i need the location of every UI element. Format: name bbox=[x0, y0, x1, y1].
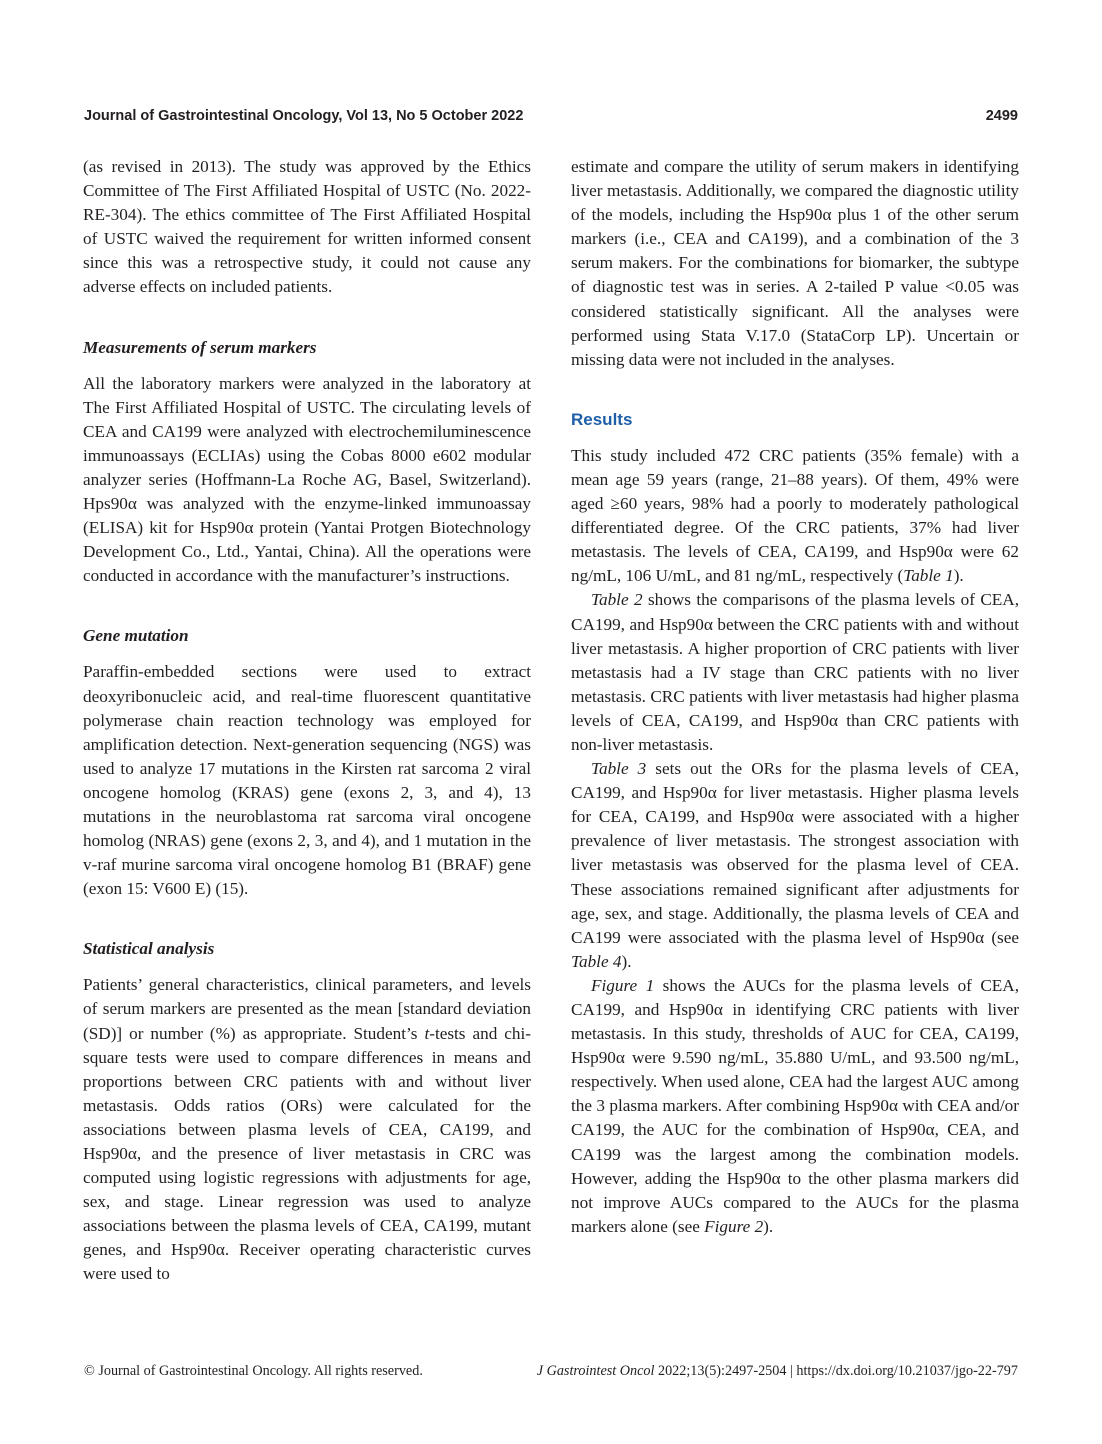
figure-1-reference[interactable]: Figure 1 bbox=[591, 975, 655, 995]
copyright-notice: © Journal of Gastrointestinal Oncology. All rights reserved. bbox=[84, 1363, 423, 1379]
page-number: 2499 bbox=[985, 108, 1018, 124]
paragraph-methods-continued: estimate and compare the utility of serum makers in identifying liver metastasis. Additionally, we compared the diagnostic utility of the models, including the Hsp90α plus 1 of the other serum markers (i.e., CEA and CA199), and a combination of the 3 serum makers. For the combinations for biomarker, the subtype of diagnostic test was in series. A 2-tailed P value <0.05 was considered statistically significant. All the analyses were performed using Stata V.17.0 (StataCorp LP). Uncertain or missing data were not included in the analyses. bbox=[571, 157, 1019, 369]
page-footer bbox=[84, 1363, 1018, 1383]
right-column bbox=[571, 155, 1019, 1239]
paragraph-results-4: Figure 1 shows the AUCs for the plasma levels of CEA, CA199, and Hsp90α in identifying CRC patients with liver metastasis. In this study, thresholds of AUC for CEA, CA199, Hsp90α were 9.590 ng/mL, 35.880 U/mL, and 93.500 ng/mL, respectively. When used alone, CEA had the largest AUC among the 3 plasma markers. After combining Hsp90α with CEA and/or CA199, the AUC for the combination of Hsp90α, CEA, and CA199 was the largest among the combination models. However, adding the Hsp90α to the other plasma markers did not improve AUCs compared to the AUCs for the plasma markers alone (see Figure 2). bbox=[571, 975, 1019, 1236]
running-header bbox=[84, 108, 1018, 130]
paragraph-serum-markers: All the laboratory markers were analyzed in the laboratory at The First Affiliated Hospital of USTC. The circulating levels of CEA and CA199 were analyzed with electrochemiluminescence immunoassays (ECLIAs) using the Cobas 8000 e602 modular analyzer series (Hoffmann-La Roche AG, Basel, Switzerland). Hps90α was analyzed with the enzyme-linked immunoassay (ELISA) kit for Hsp90α protein (Yantai Protgen Biotechnology Development Co., Ltd., Yantai, China). All the operations were conducted in accordance with the manufacturer’s instructions. bbox=[83, 373, 531, 586]
table-2-reference[interactable]: Table 2 bbox=[591, 590, 643, 610]
table-1-reference[interactable]: Table 1 bbox=[903, 566, 954, 586]
heading-serum-markers: Measurements of serum markers bbox=[83, 337, 317, 357]
heading-statistical-analysis: Statistical analysis bbox=[83, 939, 215, 959]
paragraph-results-1: This study included 472 CRC patients (35% female) with a mean age 59 years (range, 21–88 years). Of them, 49% were aged ≥60 years, 98% had a poorly to moderately pathological differentiated degree. Of the CRC patients, 37% had liver metastasis. The levels of CEA, CA199, and Hsp90α were 62 ng/mL, 106 U/mL, and 81 ng/mL, respectively (Table 1). bbox=[571, 445, 1019, 586]
paragraph-ethics: (as revised in 2013). The study was approved by the Ethics Committee of The First Affiliated Hospital of USTC (No. 2022-RE-304). The ethics committee of The First Affiliated Hospital of USTC waived the requirement for written informed consent since this was a retrospective study, it could not cause any adverse effects on included patients. bbox=[83, 157, 531, 297]
table-4-reference[interactable]: Table 4 bbox=[571, 951, 622, 971]
journal-title: Journal of Gastrointestinal Oncology, Vol 13, No 5 October 2022 bbox=[84, 108, 524, 124]
paragraph-statistical-analysis: Patients’ general characteristics, clinical parameters, and levels of serum markers are presented as the mean [standard deviation (SD)] or number (%) as appropriate. Student’s t-tests and chi-square tests were used to compare differences in means and proportions between CRC patients with and without liver metastasis. Odds ratios (ORs) were calculated for the associations between plasma levels of CEA, CA199, and Hsp90α, and the presence of liver metastasis in CRC was computed using logistic regressions with adjustments for age, sex, and stage. Linear regression was used to analyze associations between the plasma levels of CEA, CA199, mutant genes, and Hsp90α. Receiver operating characteristic curves were used to bbox=[83, 975, 531, 1284]
table-3-reference[interactable]: Table 3 bbox=[591, 759, 647, 779]
heading-gene-mutation: Gene mutation bbox=[83, 626, 189, 646]
heading-results: Results bbox=[571, 409, 633, 429]
paragraph-results-2: Table 2 shows the comparisons of the plasma levels of CEA, CA199, and Hsp90α between the CRC patients with and without liver metastasis. A higher proportion of CRC patients with liver metastasis had a IV stage than CRC patients with no liver metastasis. CRC patients with liver metastasis had higher plasma levels of CEA, CA199, and Hsp90α than CRC patients with non-liver metastasis. bbox=[571, 590, 1019, 754]
paragraph-gene-mutation: Paraffin-embedded sections were used to extract deoxyribonucleic acid, and real-time fluorescent quantitative polymerase chain reaction technology was employed for amplification detection. Next-generation sequencing (NGS) was used to analyze 17 mutations in the Kirsten rat sarcoma 2 viral oncogene homolog (KRAS) gene (exons 2, 3, and 4), 13 mutations in the neuroblastoma rat sarcoma viral oncogene homolog (NRAS) gene (exons 2, 3, and 4), and 1 mutation in the v-raf murine sarcoma viral oncogene homolog B1 (BRAF) gene (exon 15: V600 E) (15). bbox=[83, 662, 531, 899]
journal-abbrev: J Gastrointest Oncol bbox=[536, 1363, 655, 1379]
citation-line bbox=[537, 1363, 1018, 1380]
citation-doi[interactable]: 2022;13(5):2497-2504 | https://dx.doi.org/10.21037/jgo-22-797 bbox=[654, 1363, 1018, 1379]
figure-2-reference[interactable]: Figure 2 bbox=[704, 1216, 764, 1236]
left-column bbox=[83, 155, 531, 1287]
paragraph-results-3: Table 3 sets out the ORs for the plasma levels of CEA, CA199, and Hsp90α for liver metastasis. Higher plasma levels for CEA, CA199, and Hsp90α were associated with a higher prevalence of liver metastasis. The strongest association with liver metastasis was observed for the plasma level of CEA. These associations remained significant after adjustments for age, sex, and stage. Additionally, the plasma levels of CEA and CA199 were associated with the plasma level of Hsp90α (see Table 4). bbox=[571, 759, 1019, 971]
